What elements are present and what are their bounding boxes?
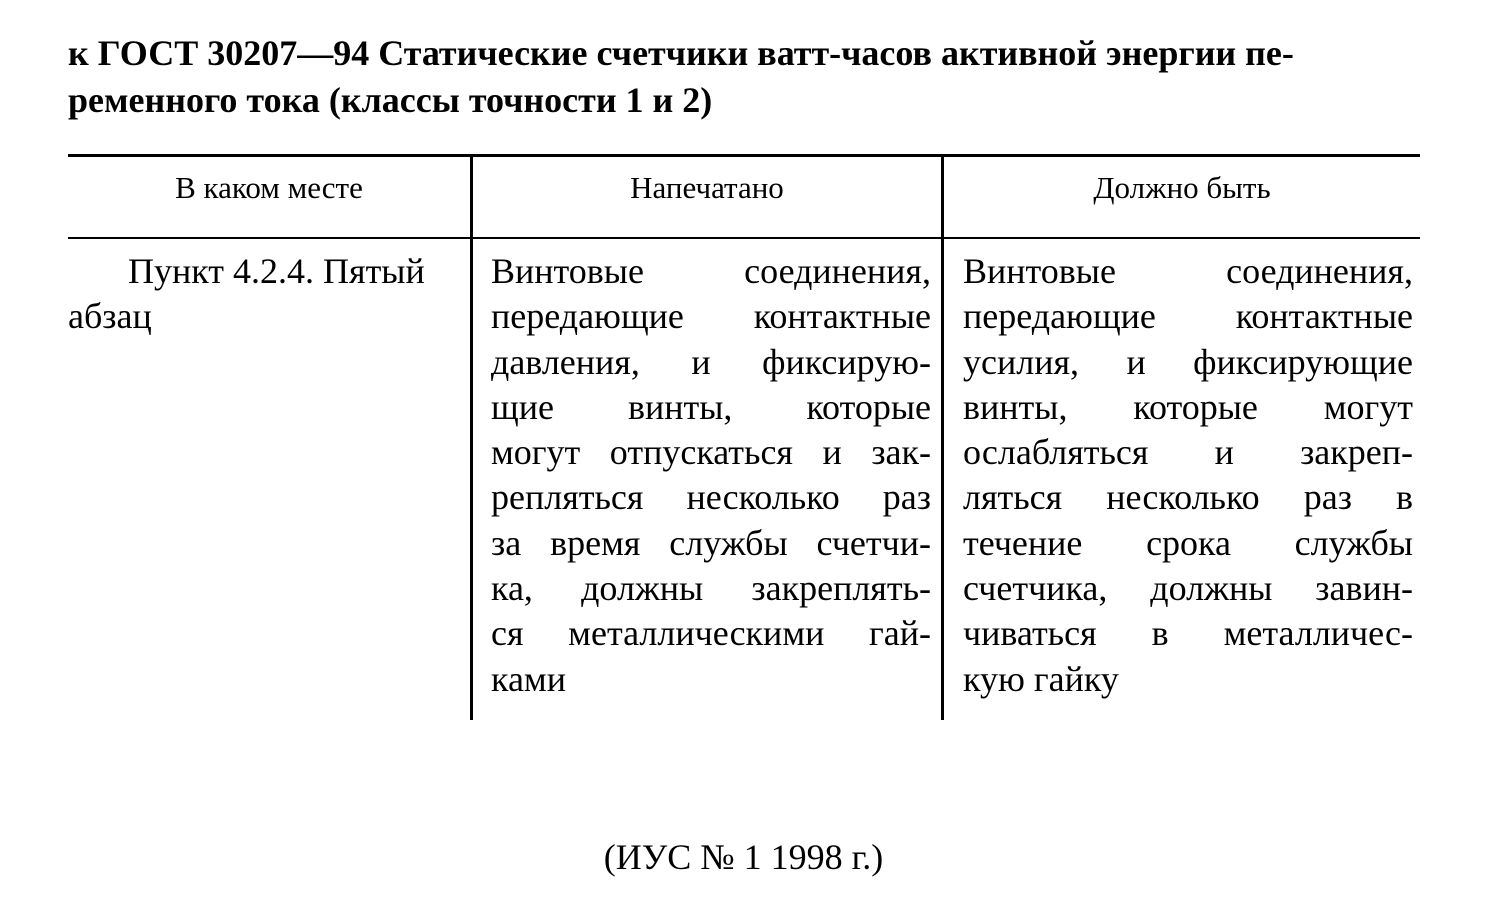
- should-be-line: течение срока службы: [963, 522, 1413, 563]
- printed-line: ками: [491, 658, 566, 699]
- cell-location: [68, 249, 462, 340]
- should-be-line: ляться несколько раз в: [963, 477, 1413, 518]
- should-be-line: чиваться в металличес-: [963, 613, 1413, 654]
- should-be-line: передающие контактные: [963, 296, 1413, 337]
- printed-line: репляться несколько раз: [491, 477, 931, 518]
- should-be-line: усилия, и фиксирующие: [963, 341, 1413, 382]
- printed-line: могут отпускаться и зак-: [491, 432, 931, 473]
- source-note: (ИУС № 1 1998 г.): [603, 837, 884, 877]
- cell-printed: [491, 249, 931, 702]
- should-be-line: ослабляться и закреп-: [963, 432, 1413, 473]
- header-should-be: Должно быть: [1093, 170, 1271, 205]
- printed-line: за время службы счетчи-: [491, 522, 931, 563]
- header-printed: Напечатано: [630, 170, 784, 205]
- column-divider-2: [941, 154, 944, 720]
- should-be-line: Винтовые соединения,: [963, 251, 1413, 291]
- table-header-rule: [68, 237, 1420, 239]
- amendment-table: [68, 154, 1420, 720]
- document-title: [68, 30, 1420, 124]
- location-line: Пункт 4.2.4. Пятый: [128, 251, 425, 291]
- title-line-1: к ГОСТ 30207—94 Статические счетчики ватт-часов активной энергии пе-: [68, 33, 1294, 73]
- cell-should-be: [963, 249, 1413, 702]
- should-be-line: кую гайку: [963, 658, 1119, 699]
- location-line: абзац: [68, 296, 152, 337]
- printed-line: ка, должны закреплять-: [491, 568, 931, 609]
- printed-line: Винтовые соединения,: [491, 251, 931, 291]
- column-divider-1: [470, 154, 473, 720]
- title-line-2: ременного тока (классы точности 1 и 2): [68, 80, 713, 120]
- printed-line: передающие контактные: [491, 296, 931, 337]
- header-location: В каком месте: [175, 170, 363, 205]
- table-top-rule: [68, 154, 1420, 157]
- printed-line: щие винты, которые: [491, 386, 931, 427]
- printed-line: давления, и фиксирую-: [491, 341, 931, 382]
- should-be-line: счетчика, должны завин-: [963, 568, 1413, 609]
- printed-line: ся металлическими гай-: [491, 613, 931, 654]
- should-be-line: винты, которые могут: [963, 386, 1413, 427]
